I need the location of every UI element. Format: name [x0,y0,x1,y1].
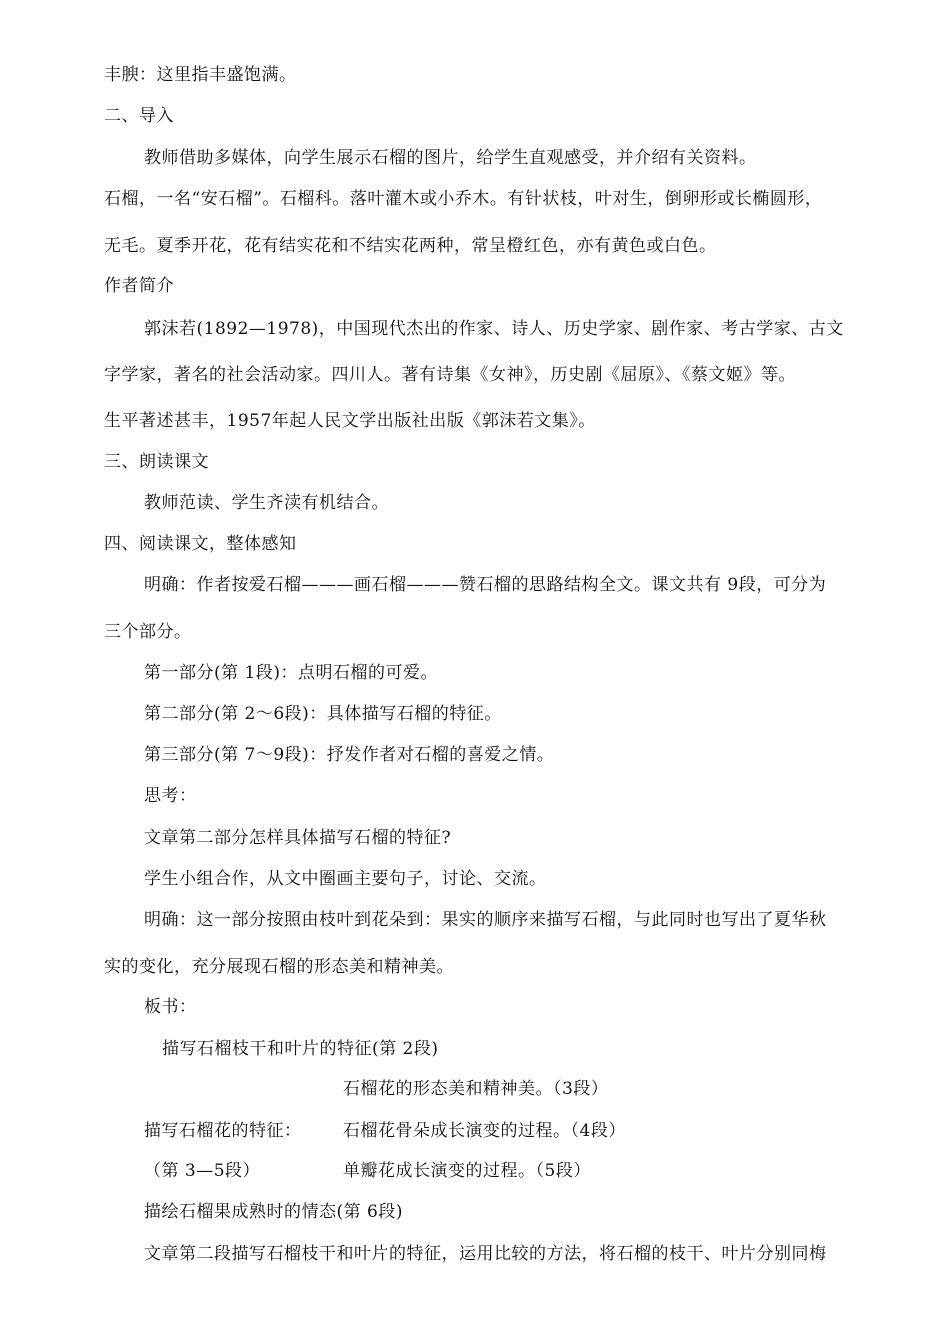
text-line: 三个部分。 [104,622,192,642]
text-line: 无毛。夏季开花，花有结实花和不结实花两种，常呈橙红色，亦有黄色或白色。 [104,236,717,256]
board-line: 描写石榴花的特征： [144,1121,302,1141]
text-line: 实的变化，充分展现石榴的形态美和精神美。 [104,957,454,977]
text-line: 明确：这一部分按照由枝叶到花朵到：果实的顺序来描写石榴，与此同时也写出了夏华秋 [144,910,827,930]
board-line: 描绘石榴果成熟时的情态(第 6段) [144,1202,403,1222]
text-line: 郭沫若(1892—1978)，中国现代杰出的作家、诗人、历史学家、剧作家、考古学家、古文 [144,319,844,339]
section-heading: 作者简介 [104,276,174,296]
text-line: 文章第二部分怎样具体描写石榴的特征? [144,828,452,848]
section-heading: 四、阅读课文，整体感知 [104,534,297,554]
board-line: 描写石榴枝干和叶片的特征(第 2段) [162,1039,439,1059]
text-line: 丰腴：这里指丰盛饱满。 [104,65,297,85]
board-line: 石榴花的形态美和精神美。（3段） [343,1079,609,1099]
board-line: 单瓣花成长演变的过程。（5段） [343,1161,591,1181]
text-line: 明确：作者按爱石榴———画石榴———赞石榴的思路结构全文。课文共有 9段，可分为 [144,575,827,595]
text-line: 石榴，一名“安石榴”。石榴科。落叶灌木或小乔木。有针状枝，叶对生，倒卵形或长椭圆形， [104,189,823,209]
text-line: 思考： [144,786,197,806]
section-heading: 三、朗读课文 [104,452,209,472]
board-line: 石榴花骨朵成长演变的过程。（4段） [343,1121,626,1141]
text-line: 第二部分(第 2～6段)：具体描写石榴的特征。 [144,704,502,724]
section-heading: 二、导入 [104,106,174,126]
text-line: 字学家，著名的社会活动家。四川人。著有诗集《女神》，历史剧《屈原》、《蔡文姬》等。 [104,365,796,385]
text-line: 文章第二段描写石榴枝干和叶片的特征，运用比较的方法，将石榴的枝干、叶片分别同梅 [144,1244,827,1264]
text-line: 第一部分(第 1段)：点明石榴的可爱。 [144,663,438,683]
text-line: 生平著述甚丰，1957年起人民文学出版社出版《郭沫若文集》。 [104,411,596,431]
text-line: 学生小组合作，从文中圈画主要句子，讨论、交流。 [144,869,547,889]
board-line: （第 3—5段） [144,1161,261,1181]
text-line: 教师范读、学生齐渎有机结合。 [144,493,389,513]
text-line: 教师借助多媒体，向学生展示石榴的图片，给学生直观感受，并介绍有关资料。 [144,148,757,168]
text-line: 板书： [144,997,197,1017]
text-line: 第三部分(第 7～9段)：抒发作者对石榴的喜爱之情。 [144,745,555,765]
